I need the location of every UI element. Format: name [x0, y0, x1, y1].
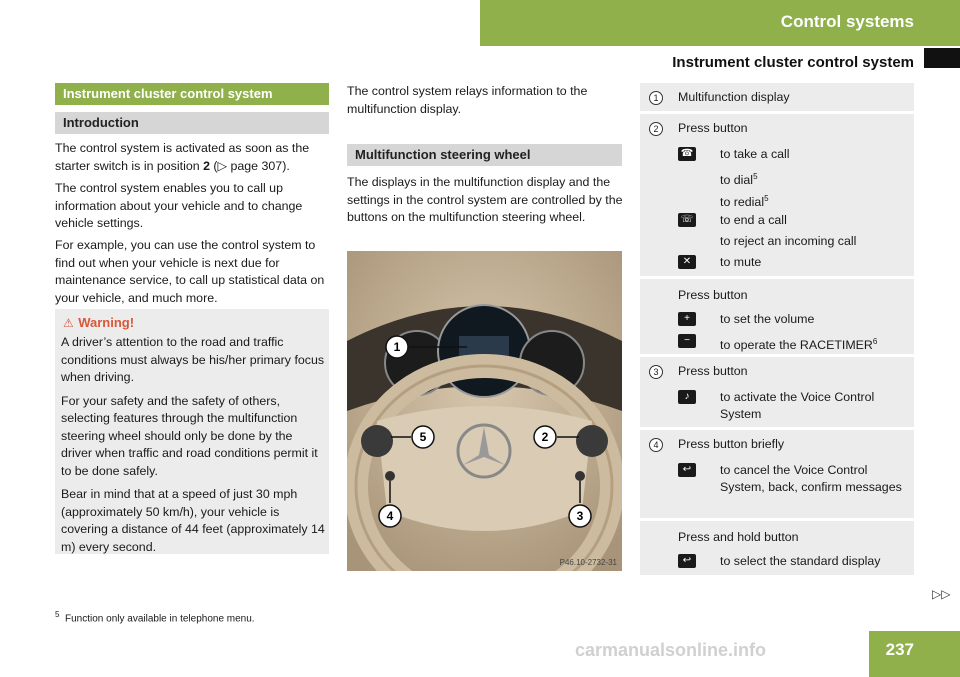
row-title: Press and hold button	[678, 530, 799, 544]
item-text: to select the standard display	[720, 554, 881, 568]
watermark: carmanualsonline.info	[575, 640, 767, 660]
row-title: Press button briefly	[678, 437, 785, 451]
subsection-heading: Introduction	[55, 112, 329, 134]
warning-title: Warning!	[78, 315, 135, 330]
right-button-cluster	[576, 425, 608, 457]
control-table	[640, 83, 914, 578]
intro-paragraph: The control system is activated as soon as the starter switch is in position 2 (▷ page 307).	[55, 141, 310, 173]
paragraph: The displays in the multifunction display and the settings in the control system are controlled by the buttons on the multifunction steering wheel.	[347, 175, 623, 224]
steering-wheel-illustration	[347, 251, 622, 571]
phone-end-icon: ☏	[678, 213, 696, 227]
svg-text:5: 5	[419, 430, 427, 444]
section-title: Control systems	[780, 12, 914, 31]
item-text: to take a call	[720, 147, 790, 161]
warning-icon: ⚠	[63, 316, 74, 330]
item-text: to dial$^5$	[720, 172, 758, 188]
left-button-cluster	[361, 425, 393, 457]
section-heading: Instrument cluster control system	[55, 83, 329, 105]
callout-1	[386, 336, 408, 358]
item-text: to set the volume	[720, 312, 815, 326]
table-row	[640, 279, 914, 357]
svg-text:4: 4	[386, 509, 394, 523]
warning-box	[55, 309, 329, 554]
photo-code: P46.10-2732-31	[559, 558, 617, 567]
page-number: 237	[885, 640, 914, 659]
item-text: to operate the RACETIMER$^6$	[720, 337, 878, 353]
row-number: 2	[649, 122, 663, 136]
table-row	[640, 114, 914, 279]
paragraph: The control system relays information to the multifunction display.	[347, 84, 588, 116]
voice-control-icon: ♪	[678, 390, 696, 404]
right-lower-button	[575, 471, 585, 481]
item-text: to end a call	[720, 213, 787, 227]
left-lower-button	[385, 471, 395, 481]
minus-icon: −	[678, 334, 696, 348]
item-text: to cancel the Voice Control System, back, confirm messages	[720, 463, 902, 494]
table-row	[640, 521, 914, 578]
row-title: Multifunction display	[678, 90, 790, 104]
callout-4	[379, 505, 401, 527]
row-number: 3	[649, 365, 663, 379]
footnote: $^5$ Function only available in telephone menu.	[55, 610, 255, 625]
row-title: Press button	[678, 121, 748, 135]
item-text: to activate the Voice Control System	[720, 390, 875, 421]
back-icon: ↩	[678, 463, 696, 477]
row-title: Press button	[678, 288, 748, 302]
row-number: 1	[649, 91, 663, 105]
plus-icon: +	[678, 312, 696, 326]
callout-5	[412, 426, 434, 448]
steering-wheel-photo	[347, 251, 622, 571]
mute-icon: ✕	[678, 255, 696, 269]
item-text: to reject an incoming call	[720, 234, 857, 248]
page-subheader: Instrument cluster control system	[672, 54, 914, 71]
table-row	[640, 357, 914, 430]
warning-paragraph: For your safety and the safety of others, selecting features through the multifunction steering wheel should only be done by the driver when traffic and road conditions permit it to be done safely.	[61, 393, 318, 478]
item-text: to redial$^5$	[720, 194, 769, 210]
warning-paragraph: Bear in mind that at a speed of just 30 mph (approximately 50 km/h), your vehicle is covering a distance of 44 feet (approximately 14 m) every second.	[61, 487, 325, 554]
svg-text:2: 2	[541, 430, 549, 444]
table-row	[640, 83, 914, 114]
section-tab	[924, 48, 960, 68]
svg-text:3: 3	[576, 509, 584, 523]
callout-2	[534, 426, 556, 448]
paragraph: For example, you can use the control system to find out when your vehicle is next due for maintenance service, to call up statistical data on your vehicle, and much more.	[55, 238, 325, 305]
warning-paragraph: A driver’s attention to the road and traffic conditions must always be his/her primary focus when driving.	[61, 335, 325, 384]
back-icon: ↩	[678, 554, 696, 568]
callout-3	[569, 505, 591, 527]
row-title: Press button	[678, 364, 748, 378]
svg-text:1: 1	[393, 340, 401, 354]
paragraph: The control system enables you to call up information about your vehicle and to change vehicle settings.	[55, 181, 303, 230]
item-text: to mute	[720, 255, 762, 269]
phone-accept-icon: ☎	[678, 147, 696, 161]
next-page-indicator: ▷▷	[932, 587, 951, 601]
subsection-heading: Multifunction steering wheel	[347, 144, 622, 166]
table-row	[640, 430, 914, 521]
row-number: 4	[649, 438, 663, 452]
warning-title-line	[63, 314, 134, 332]
